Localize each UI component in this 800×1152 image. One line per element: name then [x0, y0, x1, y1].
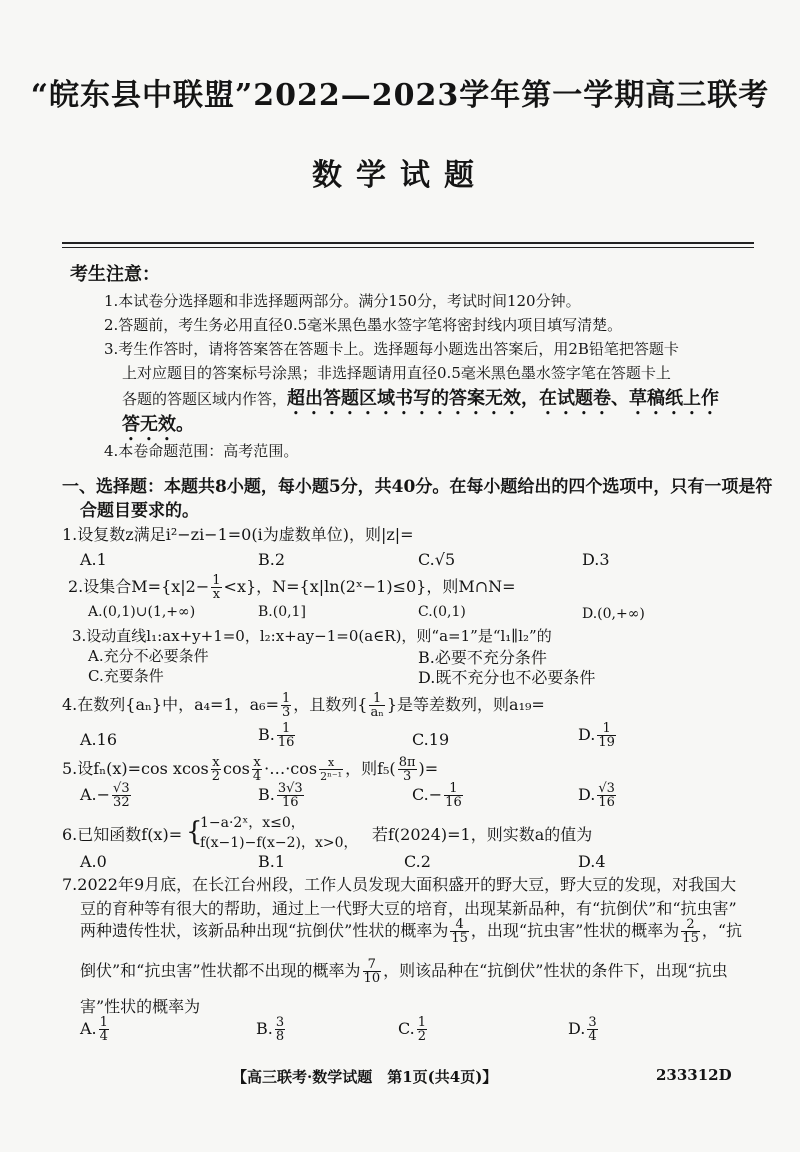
option-d: D. $\frac{3}{4}$ [568, 1015, 597, 1044]
fraction: $\frac{1}{x}$ [212, 573, 221, 602]
question-7-stem: 豆的育种等有很大的帮助，通过上一代野大豆的培育，出现某新品种，有“抗倒伏”和“抗虫害” [80, 899, 737, 918]
notice-heading: 考生注意： [70, 264, 160, 285]
question-5-stem: 5.设fₙ(x)=cos xcos $\frac{x}{2}$ cos $\frac{x}{4}$ ·…·cos $\frac{x}{\text{2ⁿ⁻¹}}$ ，则f₅( $\frac{8\pi}{3}$ )= [62, 755, 439, 784]
option-c: C.(0,1) [418, 604, 466, 620]
notice-item: 上对应题目的答案标号涂黑；非选择题请用直径0.5毫米黑色墨水签字笔在答题卡上 [122, 364, 671, 382]
piecewise-case-1: 1−a·2ˣ，x≤0， [200, 815, 305, 831]
question-6-stem: 6.已知函数f(x)= [62, 825, 183, 844]
option-b: B.2 [258, 550, 286, 569]
question-6-stem-end: 若f(2024)=1，则实数a的值为 [372, 825, 593, 844]
option-a: A.0 [80, 852, 107, 871]
option-a: A.(0,1)∪(1,+∞) [88, 604, 196, 620]
divider [62, 242, 754, 244]
notice-text: 各题的答题区域内作答， [122, 390, 288, 408]
question-7-stem: 倒伏”和“抗虫害”性状都不出现的概率为 $\frac{7}{10}$ ，则该品种在“抗倒伏”性状的条件下，出现“抗虫 [80, 957, 728, 986]
notice-item [122, 384, 719, 419]
notice-emphasis: 超出答题区域书写的答案无效，在试题卷、草稿纸上作 [287, 388, 720, 409]
fraction: $\frac{1}{3}$ [282, 691, 291, 720]
option-a: A.16 [80, 730, 117, 749]
question-7-stem: 两种遗传性状，该新品种出现“抗倒伏”性状的概率为 $\frac{4}{15}$ ，出现“抗虫害”性状的概率为 $\frac{2}{15}$ ，“抗 [80, 917, 743, 946]
option-d: D.4 [578, 852, 606, 871]
option-a: A.− $\frac{√3}{32}$ [80, 781, 130, 810]
option-c: C.2 [404, 852, 431, 871]
question-7-stem: 害”性状的概率为 [80, 997, 201, 1016]
divider [62, 247, 754, 248]
option-c: C.充要条件 [88, 667, 164, 685]
notice-item: 2.答题前，考生务必用直径0.5毫米黑色墨水签字笔将密封线内项目填写清楚。 [104, 316, 623, 334]
section-heading: 一、选择题：本题共8小题，每小题5分，共40分。在每小题给出的四个选项中，只有一项是符 [62, 477, 773, 497]
question-2-stem: 2.设集合M={x|2− $\frac{1}{x}$ <x}，N={x|ln(2ˣ−1)≤0}，则M∩N= [68, 573, 516, 602]
subject-title: 数学试题 [312, 158, 488, 193]
notice-item: 4.本卷命题范围：高考范围。 [104, 442, 299, 460]
option-b: B. $\frac{3√3}{16}$ [258, 781, 303, 810]
brace-icon: { [186, 817, 203, 847]
option-c: C.√5 [418, 550, 456, 569]
question-3-stem: 3.设动直线l₁:ax+y+1=0，l₂:x+ay−1=0(a∈R)，则“a=1”是“l₁∥l₂”的 [72, 627, 552, 645]
option-a: A.1 [80, 550, 107, 569]
notice-item: 3.考生作答时，请将答案答在答题卡上。选择题每小题选出答案后，用2B铅笔把答题卡 [104, 340, 679, 358]
option-d: D. $\frac{1}{19}$ [578, 721, 615, 750]
option-b: B.必要不充分条件 [418, 648, 547, 667]
option-d: D.3 [582, 550, 610, 569]
option-a: A.充分不必要条件 [88, 647, 209, 665]
option-b: B.(0,1] [258, 604, 306, 620]
section-heading: 合题目要求的。 [80, 501, 199, 521]
exam-title: “皖东县中联盟”2022—2023学年第一学期高三联考 [30, 78, 770, 113]
notice-emphasis: 答无效。 [122, 414, 194, 435]
option-b: B. $\frac{3}{8}$ [256, 1015, 285, 1044]
option-b: B.1 [258, 852, 286, 871]
option-a: A. $\frac{1}{4}$ [80, 1015, 108, 1044]
option-c: C. $\frac{1}{2}$ [398, 1015, 427, 1044]
option-c: C.19 [412, 730, 450, 749]
question-4-stem: 4.在数列{aₙ}中，a₄=1，a₆= $\frac{1}{3}$ ，且数列{ $\frac{1}{\text{aₙ}}$ }是等差数列，则a₁₉= [62, 691, 545, 720]
option-d: D.(0,+∞) [582, 606, 645, 622]
question-7-stem: 7.2022年9月底，在长江台州段，工作人员发现大面积盛开的野大豆，野大豆的发现，对我国大 [62, 875, 737, 894]
option-d: D. $\frac{√3}{16}$ [578, 781, 615, 810]
notice-item: 1.本试卷分选择题和非选择题两部分。满分150分，考试时间120分钟。 [104, 292, 581, 310]
option-d: D.既不充分也不必要条件 [418, 668, 596, 687]
option-b: B. $\frac{1}{16}$ [258, 721, 295, 750]
piecewise-case-2: f(x−1)−f(x−2)，x>0， [200, 835, 358, 851]
question-1-stem: 1.设复数z满足i²−zi−1=0(i为虚数单位)，则|z|= [62, 525, 414, 544]
paper-code: 233312D [656, 1066, 732, 1084]
fraction: $\frac{1}{\text{aₙ}}$ [370, 691, 384, 720]
page-footer: 【高三联考·数学试题 第1页(共4页)】 [232, 1068, 498, 1086]
option-c: C.− $\frac{1}{16}$ [412, 781, 462, 810]
